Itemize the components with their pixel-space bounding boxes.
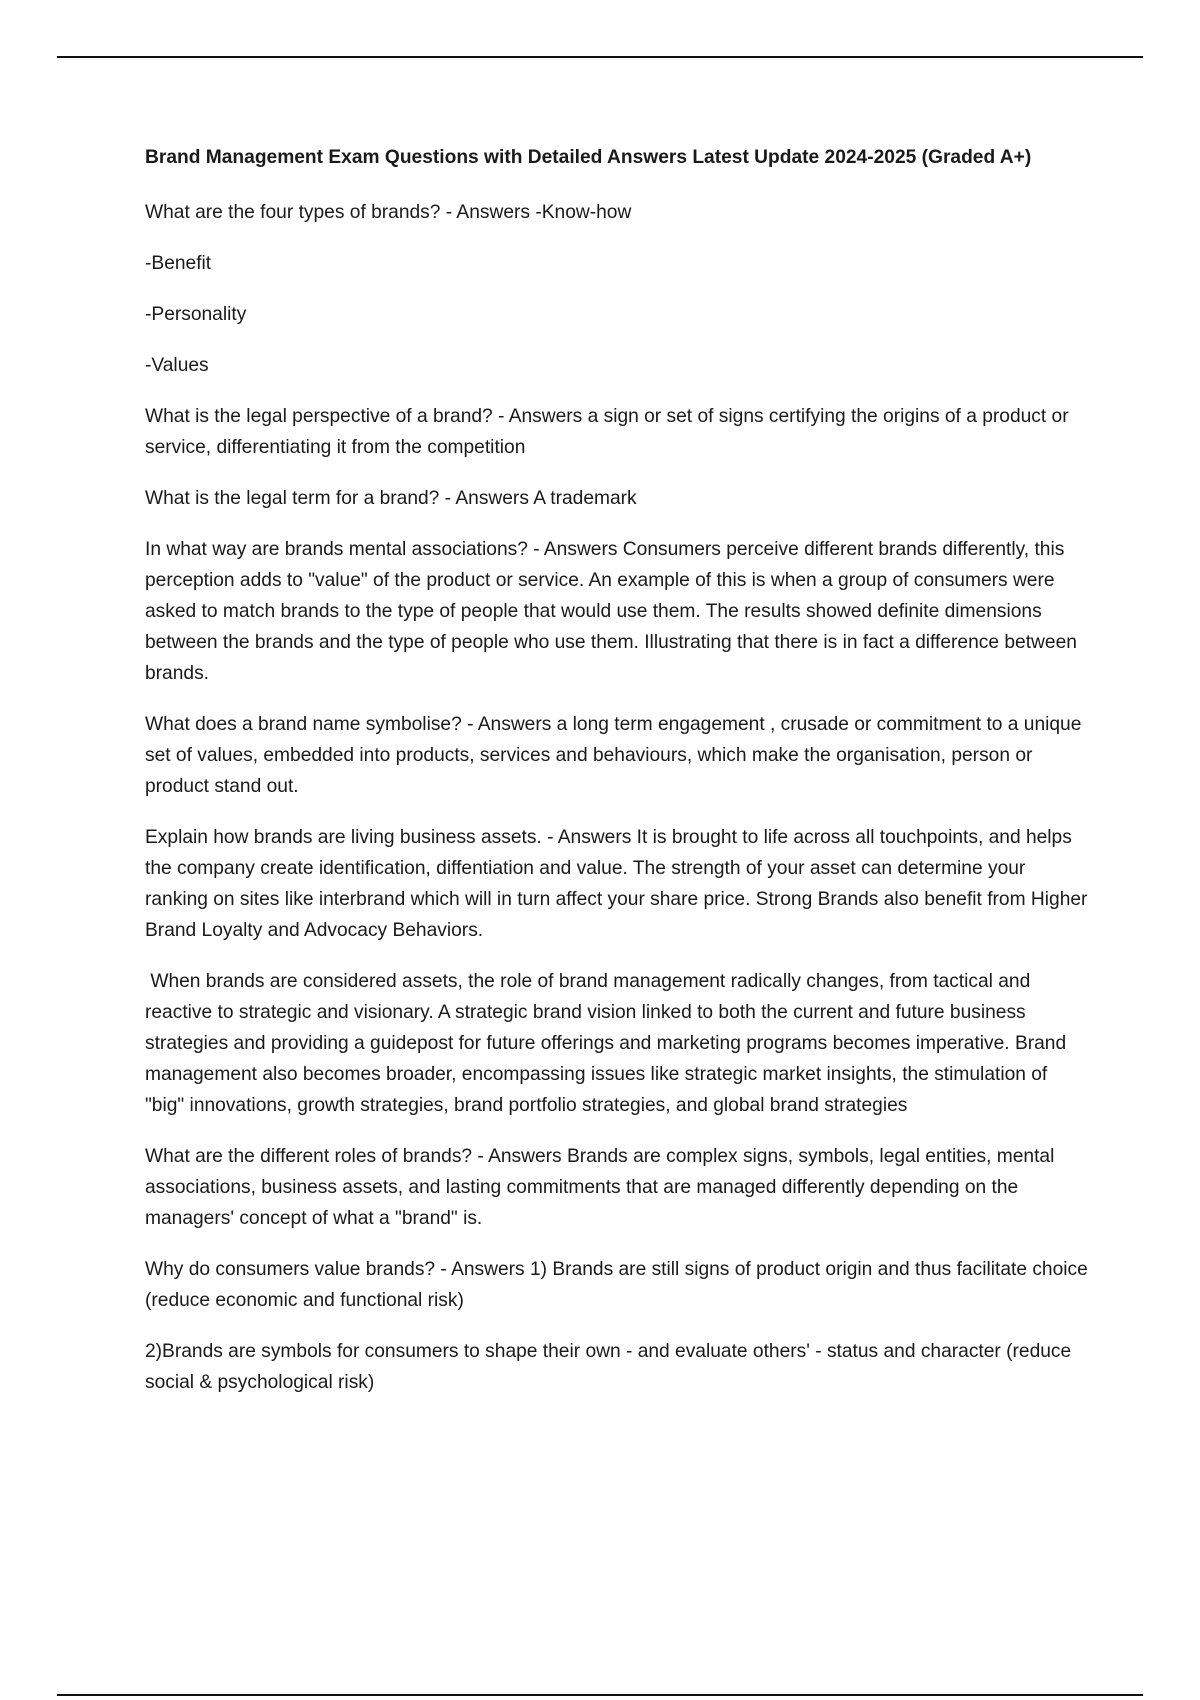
- paragraph-why-consumers-value: Why do consumers value brands? - Answers 1) Brands are still signs of product origin and thus facilitate choice (reduce economic and functional risk): [145, 1259, 1088, 1311]
- paragraph-symbols-for-consumers: 2)Brands are symbols for consumers to shape their own - and evaluate others' - status and character (reduce social & psychological risk): [145, 1341, 1072, 1393]
- header-rule: [57, 56, 1143, 58]
- paragraph-types-of-brands: What are the four types of brands? - Answers -Know-how: [145, 202, 632, 223]
- document-title: Brand Management Exam Questions with Detailed Answers Latest Update 2024-2025 (Graded A+): [145, 147, 1032, 168]
- paragraph-living-business-assets: Explain how brands are living business assets. - Answers It is brought to life across all touchpoints, and helps the company create identification, diffentiation and value. The strength of your asset can determine your ranking on sites like interbrand which will in turn affect your share price. Strong Brands also benefit from Higher Brand Loyalty and Advocacy Behaviors.: [145, 827, 1088, 941]
- paragraph-mental-associations: In what way are brands mental associations? - Answers Consumers perceive different brands differently, this perception adds to "value" of the product or service. An example of this is when a group of consumers were asked to match brands to the type of people that would use them. The results showed definite dimensions between the brands and the type of people who use them. Illustrating that there is in fact a difference between brands.: [145, 539, 1077, 684]
- paragraph-brand-name-symbolise: What does a brand name symbolise? - Answers a long term engagement , crusade or commitment to a unique set of values, embedded into products, services and behaviours, which make the organisation, person or product stand out.: [145, 714, 1082, 797]
- footer-rule: [57, 1694, 1143, 1696]
- paragraph-personality: -Personality: [145, 304, 247, 325]
- paragraph-legal-perspective: What is the legal perspective of a brand? - Answers a sign or set of signs certifying the origins of a product or service, differentiating it from the competition: [145, 406, 1069, 458]
- paragraph-values: -Values: [145, 355, 209, 376]
- paragraph-benefit: -Benefit: [145, 253, 212, 274]
- paragraph-legal-term: What is the legal term for a brand? - Answers A trademark: [145, 488, 637, 509]
- document-body: [145, 146, 1090, 1418]
- paragraph-roles-of-brands: What are the different roles of brands? - Answers Brands are complex signs, symbols, legal entities, mental associations, business assets, and lasting commitments that are managed differently depending on the managers' concept of what a "brand" is.: [145, 1146, 1055, 1229]
- paragraph-brands-as-assets: When brands are considered assets, the role of brand management radically changes, from tactical and reactive to strategic and visionary. A strategic brand vision linked to both the current and future business strategies and providing a guidepost for future offerings and marketing programs becomes imperative. Brand management also becomes broader, encompassing issues like strategic market insights, the stimulation of "big" innovations, growth strategies, brand portfolio strategies, and global brand strategies: [145, 971, 1072, 1116]
